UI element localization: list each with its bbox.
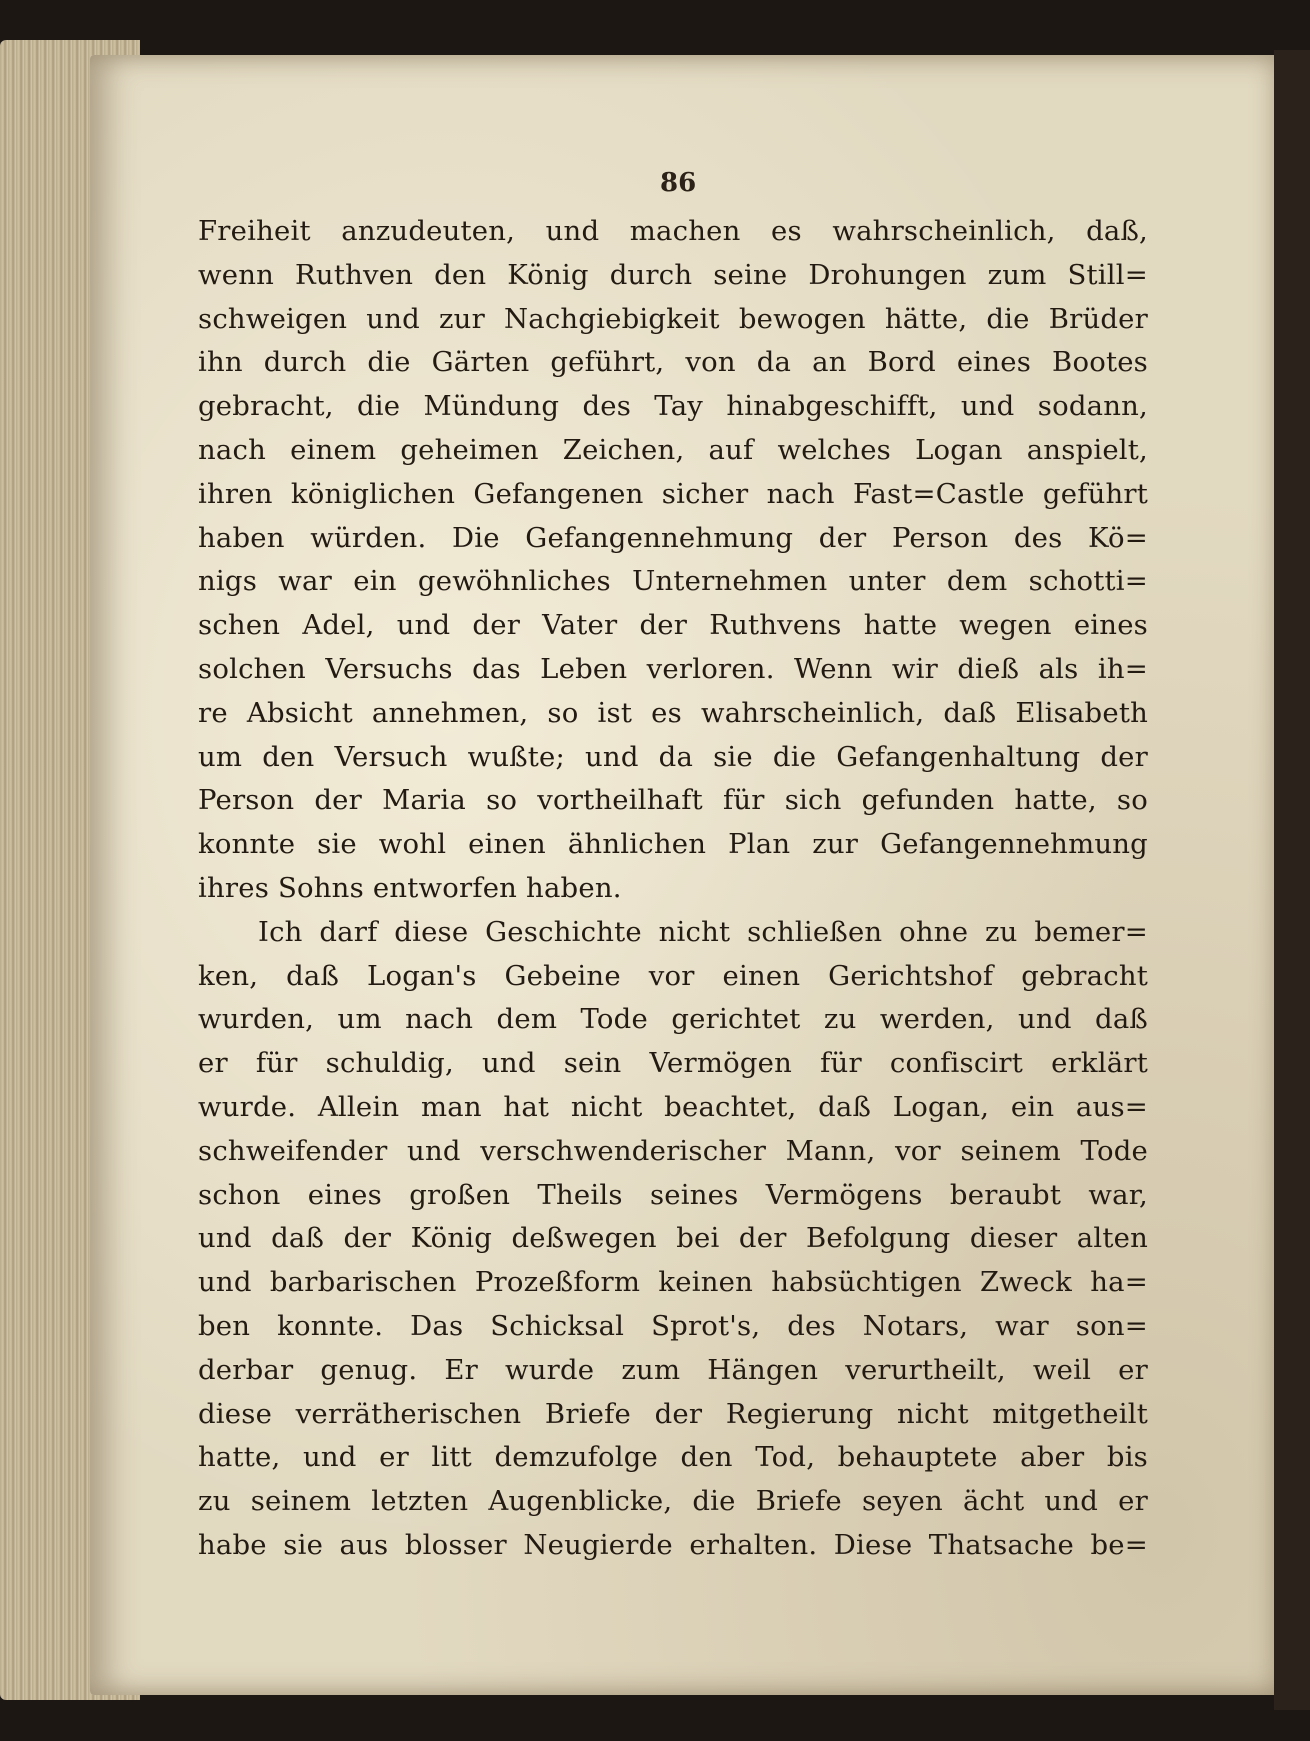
text-line: habe sie aus blosser Neugierde erhalten. Diese Thatsache be= (198, 1528, 1148, 1561)
text-line: haben würden. Die Gefangennehmung der Person des Kö= (198, 521, 1148, 554)
text-line: zu seinem letzten Augenblicke, die Briefe seyen ächt und er (198, 1485, 1148, 1518)
text-line: um den Versuch wußte; und da sie die Gefangenhaltung der (198, 740, 1148, 773)
text-line: und daß der König deßwegen bei der Befolgung dieser alten (198, 1222, 1148, 1255)
text-line: re Absicht annehmen, so ist es wahrscheinlich, daß Elisabeth (198, 696, 1148, 729)
text-line: Person der Maria so vortheilhaft für sich gefunden hatte, so (198, 784, 1148, 817)
body-text (198, 210, 1148, 1568)
text-line: schon eines großen Theils seines Vermögens beraubt war, (198, 1178, 1148, 1211)
text-line: hatte, und er litt demzufolge den Tod, behauptete aber bis (198, 1441, 1148, 1474)
text-line: solchen Versuchs das Leben verloren. Wenn wir dieß als ih= (198, 652, 1148, 685)
text-line: schweifender und verschwenderischer Mann, vor seinem Tode (198, 1134, 1148, 1167)
text-line: derbar genug. Er wurde zum Hängen verurtheilt, weil er (198, 1353, 1148, 1386)
text-line: ihn durch die Gärten geführt, von da an Bord eines Bootes (198, 346, 1148, 379)
text-line: Freiheit anzudeuten, und machen es wahrscheinlich, daß, (198, 215, 1148, 247)
text-line: ben konnte. Das Schicksal Sprot's, des Notars, war son= (198, 1309, 1148, 1342)
text-line: konnte sie wohl einen ähnlichen Plan zur Gefangennehmung (198, 828, 1148, 861)
text-line: diese verrätherischen Briefe der Regierung nicht mitgetheilt (198, 1397, 1148, 1430)
page-number: 86 (660, 168, 697, 198)
text-line: wenn Ruthven den König durch seine Drohungen zum Still= (198, 258, 1148, 291)
text-line: ihres Sohns entworfen haben. (198, 871, 622, 904)
text-line: und barbarischen Prozeßform keinen habsüchtigen Zweck ha= (198, 1266, 1148, 1299)
text-line: schen Adel, und der Vater der Ruthvens hatte wegen eines (198, 609, 1148, 642)
text-line: Ich darf diese Geschichte nicht schließen ohne zu bemer= (258, 915, 1148, 948)
text-line: wurde. Allein man hat nicht beachtet, daß Logan, ein aus= (198, 1090, 1148, 1123)
text-line: ken, daß Logan's Gebeine vor einen Gerichtshof gebracht (198, 959, 1148, 992)
book-cover-edge (1274, 50, 1310, 1710)
text-line: nigs war ein gewöhnliches Unternehmen unter dem schotti= (198, 565, 1148, 598)
text-line: wurden, um nach dem Tode gerichtet zu werden, und daß (198, 1003, 1148, 1036)
text-line: ihren königlichen Gefangenen sicher nach Fast=Castle geführt (198, 477, 1148, 510)
text-line: nach einem geheimen Zeichen, auf welches Logan anspielt, (198, 433, 1148, 466)
text-line: schweigen und zur Nachgiebigkeit bewogen hätte, die Brüder (198, 302, 1148, 335)
text-line: gebracht, die Mündung des Tay hinabgeschifft, und sodann, (198, 390, 1148, 423)
text-line: er für schuldig, und sein Vermögen für confiscirt erklärt (198, 1047, 1148, 1080)
